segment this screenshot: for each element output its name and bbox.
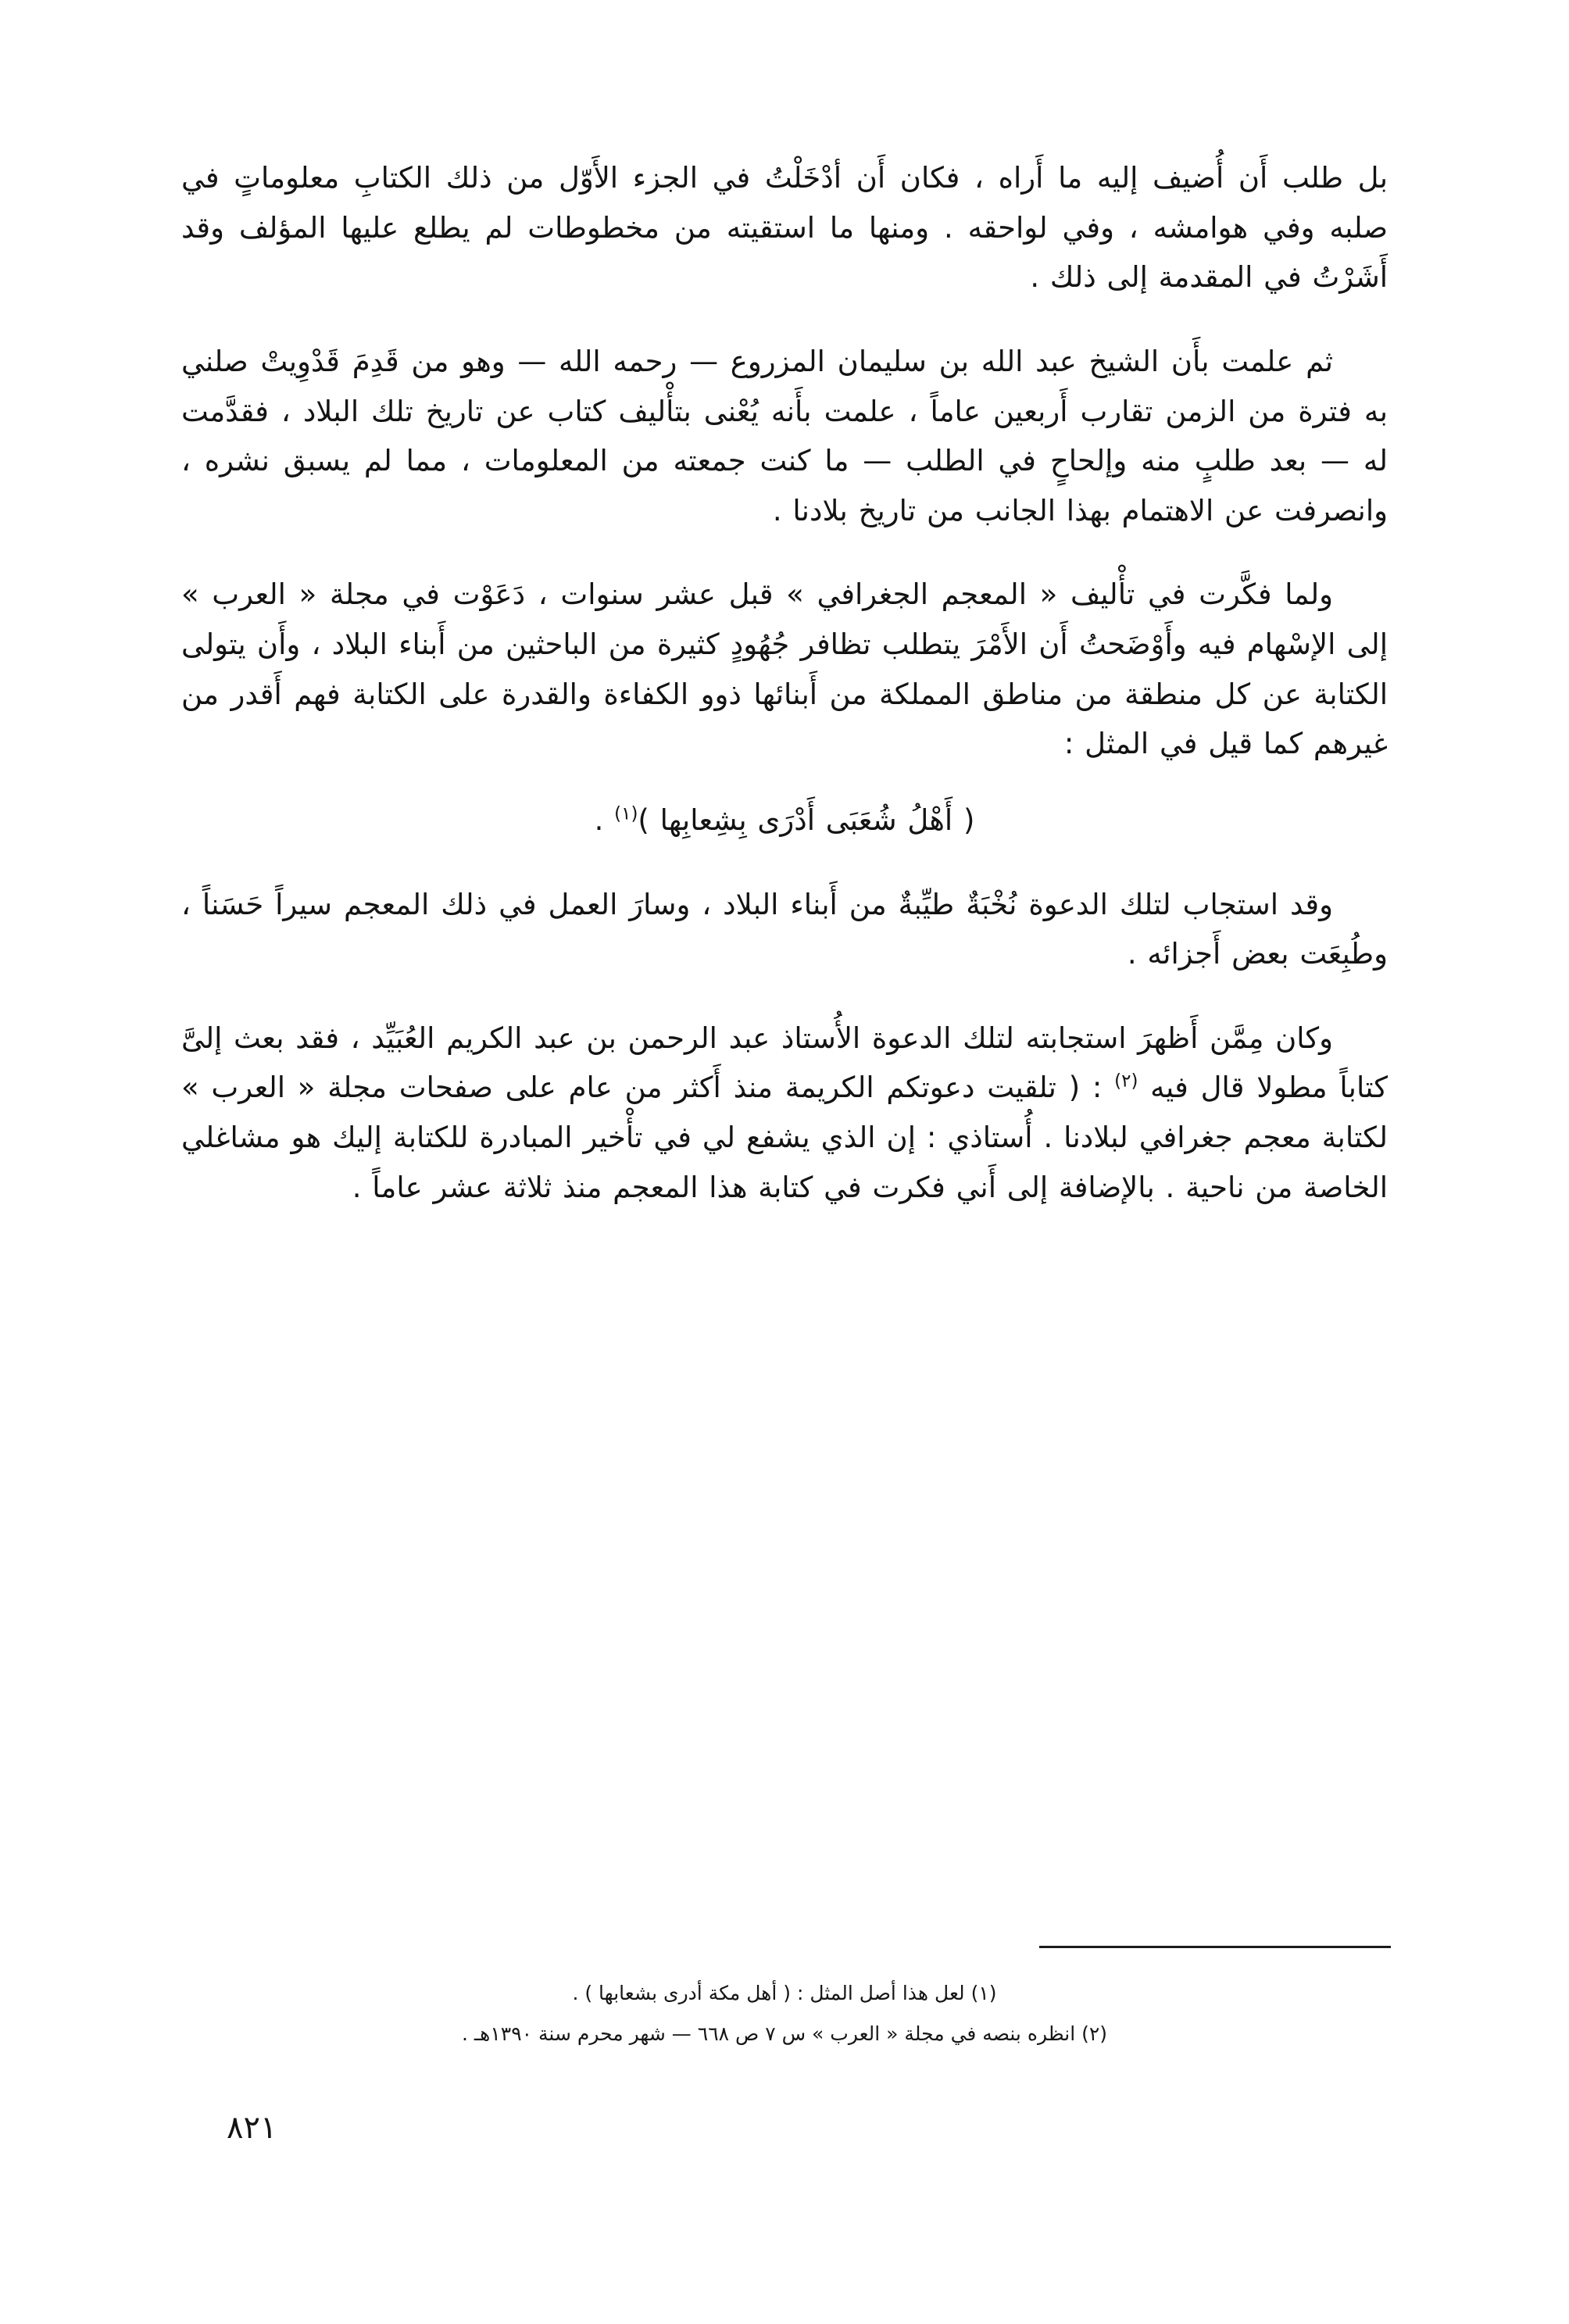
- paragraph-1: بل طلب أَن أُضيف إليه ما أَراه ، فكان أَن أدْخَلْتُ في الجزء الأَوّل من ذلك الكتابِ معلوماتٍ في صلبه وفي هوامشه ، وفي لواحقه . ومنها ما استقيته من مخطوطات لم يطلع عليها المؤلف وقد أَشَرْتُ في المقدمة إلى ذلك .: [181, 161, 1388, 295]
- footnote-marker-2: (٢): [1114, 1071, 1138, 1092]
- paragraph-6-part-2: : ( تلقيت دعوتكم الكريمة منذ أَكثر من عام على صفحات مجلة « العرب » لكتابة معجم جغرافي لبلادنا . أُستاذي : إن الذي يشفع لي في تأْخير المبادرة للكتابة إليك هو مشاغلي الخاصة من ناحية . بالإضافة إلى أَني فكرت في كتابة هذا المعجم منذ ثلاثة عشر عاماً .: [181, 1071, 1388, 1204]
- paragraph-3: ولما فكَّرت في تأْليف « المعجم الجغرافي » قبل عشر سنوات ، دَعَوْت في مجلة « العرب » إلى الإسْهام فيه وأَوْضَحتُ أَن الأَمْرَ يتطلب تظافر جُهُودٍ كثيرة من الباحثين من أَبناء البلاد ، وأَن يتولى الكتابة عن كل منطقة من مناطق المملكة من أَبنائها ذوو الكفاءة والقدرة على الكتابة فهم أَقدر من غيرهم كما قيل في المثل :: [181, 577, 1388, 761]
- footnote-1: (١) لعل هذا أصل المثل : ( أهل مكة أدرى بشعابها ) .: [572, 1982, 997, 2004]
- footnote-2: (٢) انظره بنصه في مجلة « العرب » س ٧ ص ٦٦٨ — شهر محرم سنة ١٣٩٠هـ .: [461, 2022, 1108, 2046]
- paragraph-6-part-1: وكان مِمَّن أَظهرَ استجابته لتلك الدعوة الأُستاذ عبد الرحمن بن عبد الكريم العُبَيِّد ، فقد بعث إلىَّ كتاباً مطولا قال فيه: [181, 1021, 1388, 1105]
- paragraph-2: ثم علمت بأَن الشيخ عبد الله بن سليمان المزروع — رحمه الله — وهو من قَدِمَ قَدْوِيتْ صلني به فترة من الزمن تقارب أَربعين عاماً ، علمت بأَنه يُعْنى بتأْليف كتاب عن تاريخ تلك البلاد ، فقدَّمت له — بعد طلبٍ منه وإلحاحٍ في الطلب — ما كنت جمعته من المعلومات ، مما لم يسبق نشره ، وانصرفت عن الاهتمام بهذا الجانب من تاريخ بلادنا .: [181, 344, 1388, 527]
- footnote-separator: [1039, 1946, 1391, 1948]
- paragraph-6: [181, 1014, 1388, 1213]
- proverb-text: ( أَهْلُ شُعَبَى أَدْرَى بِشِعابِها ): [638, 803, 975, 837]
- body-text: [181, 153, 1388, 1239]
- paragraph-5: وقد استجاب لتلك الدعوة نُخْبَةٌ طيِّبةٌ من أَبناء البلاد ، وسارَ العمل في ذلك المعجم سيراً حَسَناً ، وطُبِعَت بعض أَجزائه .: [181, 887, 1388, 971]
- proverb-line: ( أَهْلُ شُعَبَى أَدْرَى بِشِعابِها )$^{(١)}$ .: [594, 803, 975, 837]
- footnote-area: [181, 1975, 1388, 2058]
- footnote-marker-1: (١): [614, 803, 638, 824]
- page-number: ٨٢١: [227, 2110, 277, 2146]
